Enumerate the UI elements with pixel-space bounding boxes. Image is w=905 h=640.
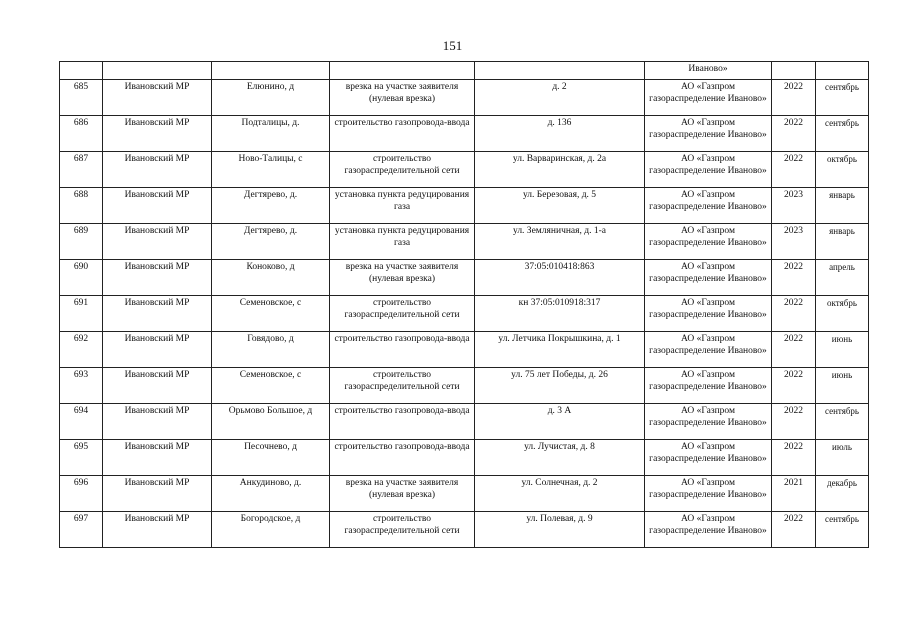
- cell-num: 690: [60, 260, 103, 296]
- cell-settlement: Орьмово Большое, д: [212, 404, 330, 440]
- cell-settlement: Семеновское, с: [212, 368, 330, 404]
- table-body: [60, 62, 869, 548]
- table-row: [60, 368, 869, 404]
- gasification-table: [59, 61, 869, 548]
- cell-month: июнь: [816, 332, 869, 368]
- cell-operator: АО «Газпром газораспределение Иваново»: [645, 80, 772, 116]
- cell-year: [772, 62, 816, 80]
- cell-settlement: Богородское, д: [212, 512, 330, 548]
- cell-year: 2023: [772, 224, 816, 260]
- cell-year: 2022: [772, 152, 816, 188]
- cell-district: Ивановский МР: [103, 404, 212, 440]
- cell-month: декабрь: [816, 476, 869, 512]
- cell-operator: АО «Газпром газораспределение Иваново»: [645, 512, 772, 548]
- cell-month: июнь: [816, 368, 869, 404]
- cell-month: апрель: [816, 260, 869, 296]
- cell-month: сентябрь: [816, 404, 869, 440]
- cell-num: 694: [60, 404, 103, 440]
- cell-year: 2022: [772, 80, 816, 116]
- cell-year: 2022: [772, 332, 816, 368]
- cell-month: октябрь: [816, 152, 869, 188]
- cell-settlement: Анкудиново, д.: [212, 476, 330, 512]
- cell-district: Ивановский МР: [103, 152, 212, 188]
- cell-district: Ивановский МР: [103, 116, 212, 152]
- cell-operator: АО «Газпром газораспределение Иваново»: [645, 188, 772, 224]
- table-row: [60, 80, 869, 116]
- cell-operator: АО «Газпром газораспределение Иваново»: [645, 368, 772, 404]
- cell-district: Ивановский МР: [103, 260, 212, 296]
- cell-settlement: Говядово, д: [212, 332, 330, 368]
- cell-year: 2022: [772, 512, 816, 548]
- cell-operator: АО «Газпром газораспределение Иваново»: [645, 296, 772, 332]
- cell-address: ул. Летчика Покрышкина, д. 1: [475, 332, 645, 368]
- cell-district: Ивановский МР: [103, 512, 212, 548]
- cell-address: ул. Полевая, д. 9: [475, 512, 645, 548]
- cell-work: строительство газораспределительной сети: [330, 152, 475, 188]
- cell-month: октябрь: [816, 296, 869, 332]
- table-row: [60, 188, 869, 224]
- cell-month: [816, 62, 869, 80]
- cell-district: Ивановский МР: [103, 224, 212, 260]
- cell-month: январь: [816, 188, 869, 224]
- cell-month: январь: [816, 224, 869, 260]
- cell-num: 693: [60, 368, 103, 404]
- table-row: [60, 404, 869, 440]
- cell-settlement: Семеновское, с: [212, 296, 330, 332]
- cell-address: д. 3 А: [475, 404, 645, 440]
- cell-year: 2021: [772, 476, 816, 512]
- cell-address: ул. Варваринская, д. 2а: [475, 152, 645, 188]
- cell-work: установка пункта редуцирования газа: [330, 188, 475, 224]
- cell-num: 691: [60, 296, 103, 332]
- cell-year: 2022: [772, 116, 816, 152]
- cell-work: врезка на участке заявителя (нулевая врезка): [330, 476, 475, 512]
- cell-num: 688: [60, 188, 103, 224]
- cell-num: 692: [60, 332, 103, 368]
- cell-district: Ивановский МР: [103, 440, 212, 476]
- cell-district: Ивановский МР: [103, 296, 212, 332]
- cell-num: 687: [60, 152, 103, 188]
- cell-address: ул. Березовая, д. 5: [475, 188, 645, 224]
- cell-operator: АО «Газпром газораспределение Иваново»: [645, 224, 772, 260]
- continuation-row: [60, 62, 869, 80]
- cell-month: сентябрь: [816, 80, 869, 116]
- cell-settlement: [212, 62, 330, 80]
- cell-settlement: Дегтярево, д.: [212, 188, 330, 224]
- cell-operator: Иваново»: [645, 62, 772, 80]
- cell-year: 2022: [772, 260, 816, 296]
- cell-work: строительство газораспределительной сети: [330, 512, 475, 548]
- cell-month: июль: [816, 440, 869, 476]
- cell-year: 2023: [772, 188, 816, 224]
- cell-address: ул. Солнечная, д. 2: [475, 476, 645, 512]
- cell-operator: АО «Газпром газораспределение Иваново»: [645, 404, 772, 440]
- cell-settlement: Дегтярево, д.: [212, 224, 330, 260]
- cell-address: [475, 62, 645, 80]
- cell-work: установка пункта редуцирования газа: [330, 224, 475, 260]
- cell-year: 2022: [772, 368, 816, 404]
- cell-district: Ивановский МР: [103, 368, 212, 404]
- cell-num: [60, 62, 103, 80]
- cell-settlement: Подталицы, д.: [212, 116, 330, 152]
- cell-address: ул. Земляничная, д. 1-а: [475, 224, 645, 260]
- cell-settlement: Ново-Талицы, с: [212, 152, 330, 188]
- cell-work: строительство газопровода-ввода: [330, 116, 475, 152]
- cell-district: Ивановский МР: [103, 80, 212, 116]
- cell-work: строительство газопровода-ввода: [330, 440, 475, 476]
- cell-settlement: Песочнево, д: [212, 440, 330, 476]
- cell-num: 686: [60, 116, 103, 152]
- cell-num: 696: [60, 476, 103, 512]
- cell-work: [330, 62, 475, 80]
- cell-num: 695: [60, 440, 103, 476]
- table-row: [60, 116, 869, 152]
- table-row: [60, 260, 869, 296]
- cell-address: кн 37:05:010918:317: [475, 296, 645, 332]
- cell-year: 2022: [772, 296, 816, 332]
- cell-year: 2022: [772, 440, 816, 476]
- table-row: [60, 512, 869, 548]
- table-row: [60, 476, 869, 512]
- cell-work: строительство газораспределительной сети: [330, 296, 475, 332]
- cell-district: Ивановский МР: [103, 332, 212, 368]
- cell-address: д. 2: [475, 80, 645, 116]
- cell-num: 697: [60, 512, 103, 548]
- table-row: [60, 440, 869, 476]
- cell-settlement: Елюнино, д: [212, 80, 330, 116]
- cell-operator: АО «Газпром газораспределение Иваново»: [645, 332, 772, 368]
- cell-address: ул. 75 лет Победы, д. 26: [475, 368, 645, 404]
- cell-operator: АО «Газпром газораспределение Иваново»: [645, 260, 772, 296]
- table-row: [60, 296, 869, 332]
- table-row: [60, 224, 869, 260]
- cell-num: 689: [60, 224, 103, 260]
- table-row: [60, 332, 869, 368]
- cell-district: [103, 62, 212, 80]
- cell-operator: АО «Газпром газораспределение Иваново»: [645, 152, 772, 188]
- cell-address: д. 136: [475, 116, 645, 152]
- page-number: 151: [442, 38, 463, 53]
- cell-settlement: Коноково, д: [212, 260, 330, 296]
- cell-work: врезка на участке заявителя (нулевая врезка): [330, 80, 475, 116]
- cell-work: строительство газопровода-ввода: [330, 332, 475, 368]
- cell-operator: АО «Газпром газораспределение Иваново»: [645, 440, 772, 476]
- cell-month: сентябрь: [816, 512, 869, 548]
- cell-work: строительство газопровода-ввода: [330, 404, 475, 440]
- cell-district: Ивановский МР: [103, 476, 212, 512]
- cell-work: строительство газораспределительной сети: [330, 368, 475, 404]
- cell-operator: АО «Газпром газораспределение Иваново»: [645, 476, 772, 512]
- cell-address: ул. Лучистая, д. 8: [475, 440, 645, 476]
- cell-operator: АО «Газпром газораспределение Иваново»: [645, 116, 772, 152]
- cell-month: сентябрь: [816, 116, 869, 152]
- cell-district: Ивановский МР: [103, 188, 212, 224]
- cell-work: врезка на участке заявителя (нулевая врезка): [330, 260, 475, 296]
- cell-address: 37:05:010418:863: [475, 260, 645, 296]
- table-row: [60, 152, 869, 188]
- cell-num: 685: [60, 80, 103, 116]
- cell-year: 2022: [772, 404, 816, 440]
